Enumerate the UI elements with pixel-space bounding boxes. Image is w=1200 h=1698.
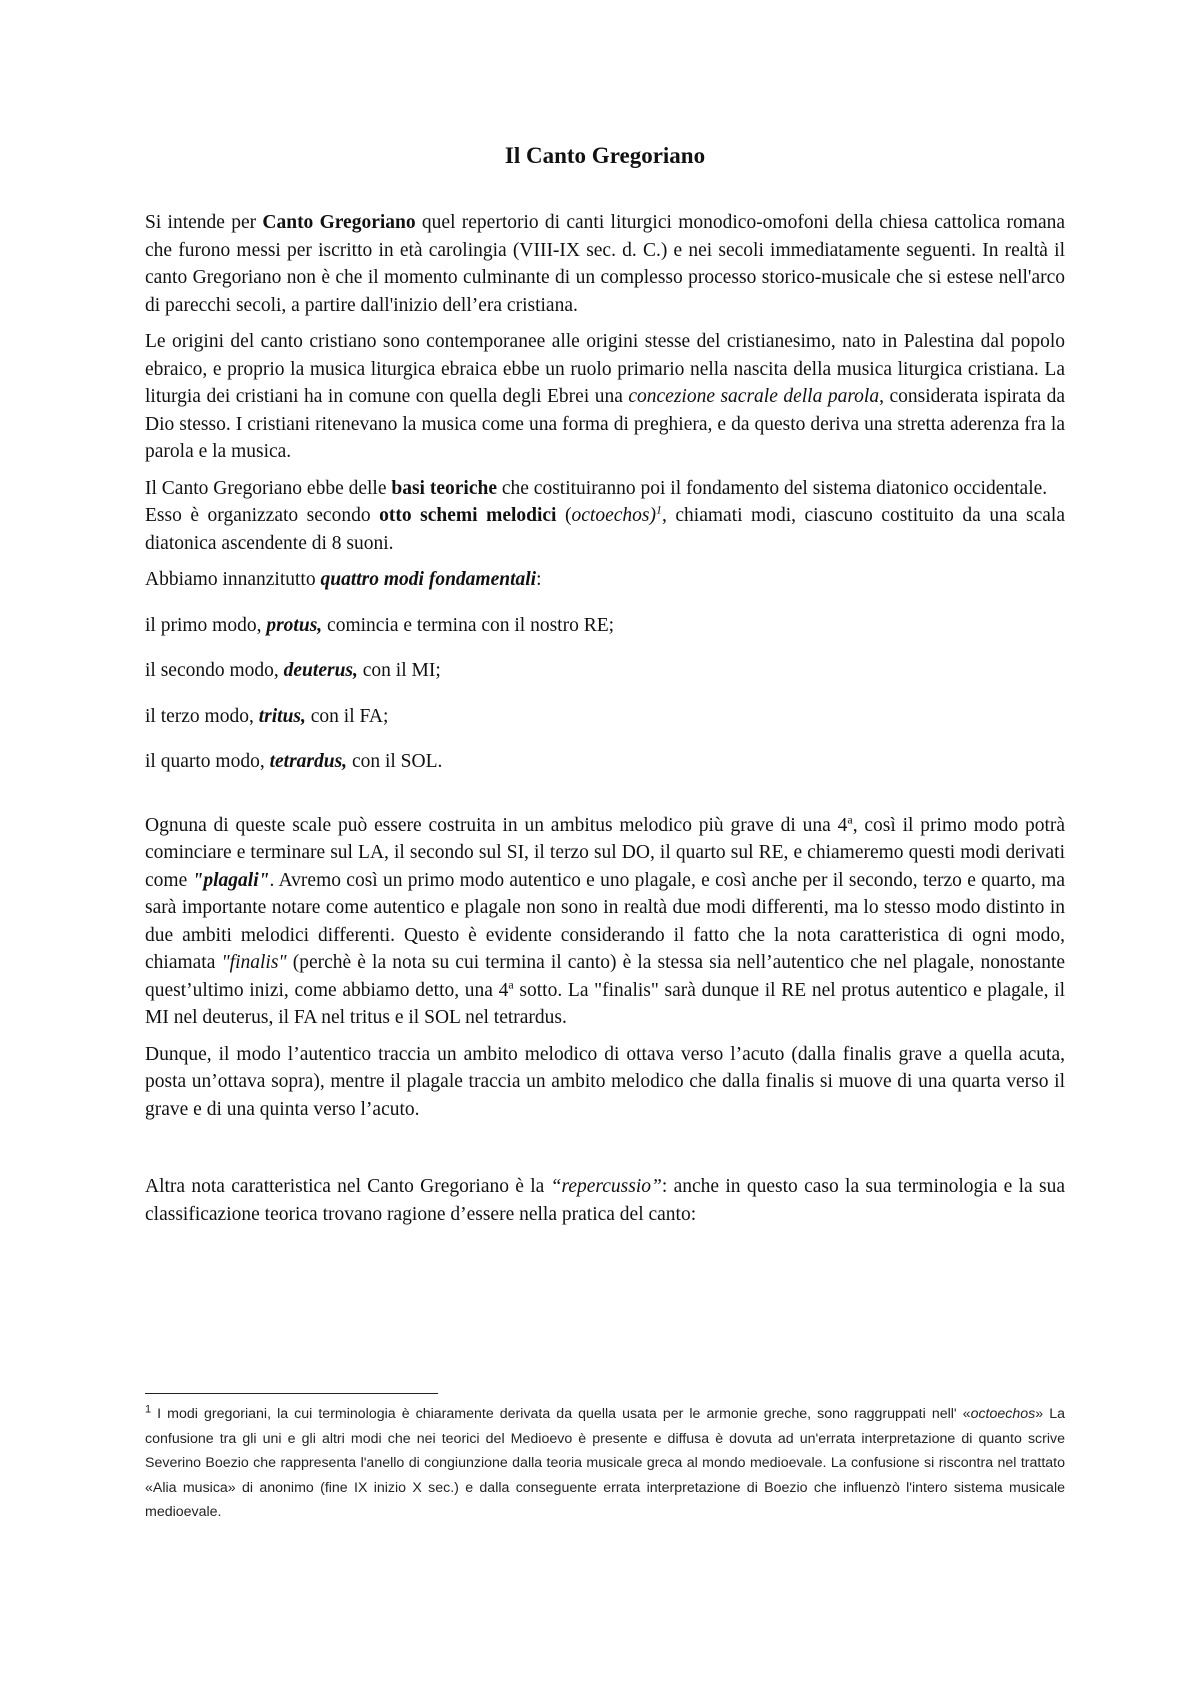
term-concezione-sacrale: concezione sacrale della parola (628, 386, 880, 407)
paragraph-theory: Il Canto Gregoriano ebbe delle basi teoriche che costituiranno poi il fondamento del sistema diatonico occidentale. (145, 477, 1048, 499)
term-repercussio: “repercussio” (550, 1176, 662, 1197)
mode-item: il quarto modo, tetrardus, con il SOL. (145, 751, 443, 772)
mode-name: protus, (266, 614, 323, 636)
paragraph-origins: Le origini del canto cristiano sono contemporanee alle origini stesse del cristianesimo, nato in Palestina dal popolo ebraico, e proprio la musica liturgica ebraica ebbe un ruolo primario nella nascita della musica liturgica cristiana. La liturgia dei cristiani ha in comune con quella degli Ebrei una concezione sacrale della parola, considerata ispirata da Dio stesso. I cristiani ritenevano la musica come una forma di preghiera, e da questo deriva una stretta aderenza fra la parola e la musica. (145, 331, 1066, 462)
mode-item: il secondo modo, deuterus, con il MI; (145, 660, 441, 681)
term-octoechos: octoechos) (571, 505, 656, 526)
footnote: $^1$ I modi gregoriani, la cui terminologia è chiaramente derivata da quella usata per le armonie greche, sono raggruppati nell' «octoechos» La confusione tra gli uni e gli altri modi che nei teorici del Medioevo è presente e diffusa è dovuta ad un'errata interpretazione di quanto scrive Severino Boezio che rappresenta l'anello di congiunzione dalla teoria musicale greca al mondo medioevale. La confusione si riscontra nel trattato «Alia musica» di anonimo (fine IX inizio X sec.) e dalla conseguente errata interpretazione di Boezio che influenzò l'intero sistema musicale medioevale. (145, 1403, 1065, 1520)
footnote-term-octoechos: octoechos (970, 1406, 1036, 1422)
mode-name: tetrardus, (269, 751, 348, 772)
footnote-number: 1 (145, 1403, 152, 1416)
mode-item: il primo modo, protus, comincia e termina con il nostro RE; (145, 614, 615, 636)
term-otto-schemi: otto schemi melodici (379, 505, 557, 526)
paragraph-ambito: Dunque, il modo l’autentico traccia un ambito melodico di ottava verso l’acuto (dalla finalis grave a quella acuta, posta un’ottava sopra), mentre il plagale traccia un ambito melodico che dalla finalis si muove di una quarta verso il grave e di una quinta verso l’acuto. (145, 1043, 1065, 1120)
mode-name: tritus, (258, 705, 306, 727)
term-canto-gregoriano: Canto Gregoriano (262, 212, 416, 233)
footnote-divider (145, 1393, 438, 1394)
body-text (145, 209, 1065, 1237)
term-plagali: "plagali" (192, 869, 270, 891)
page-title: Il Canto Gregoriano (504, 143, 706, 168)
term-finalis: "finalis" (221, 952, 287, 973)
paragraph-octoechos: Esso è organizzato secondo otto schemi melodici (octoechos)$^1$, chiamati modi, ciascuno costituito da una scala diatonica ascendente di 8 suoni. (145, 502, 1066, 554)
paragraph-modes-intro: Abbiamo innanzitutto quattro modi fondamentali: (145, 569, 542, 590)
mode-name: deuterus, (283, 660, 358, 681)
paragraph-repercussio: Altra nota caratteristica nel Canto Gregoriano è la “repercussio”: anche in questo caso la sua terminologia e la sua classificazione teorica trovano ragione d’essere nella pratica del canto: (145, 1176, 1065, 1225)
paragraph-intro: Si intende per Canto Gregoriano quel repertorio di canti liturgici monodico-omofoni della chiesa cattolica romana che furono messi per iscritto in età carolingia (VIII-IX sec. d. C.) e nei secoli immediatamente seguenti. In realtà il canto Gregoriano non è che il momento culminante di un complesso processo storico-musicale che si estese nell'arco di parecchi secoli, a partire dall'inizio dell’era cristiana. (145, 212, 1065, 316)
mode-item: il terzo modo, tritus, con il FA; (145, 705, 389, 727)
paragraph-plagali: Ognuna di queste scale può essere costruita in un ambitus melodico più grave di una 4$^a$, così il primo modo potrà cominciare e terminare sul LA, il secondo sul SI, il terzo sul DO, il quarto sul RE, e chiameremo questi modi derivati come "plagali". Avremo così un primo modo autentico e uno plagale, e così anche per il secondo, terzo e quarto, ma sarà importante notare come autentico e plagale non sono in realtà due modi differenti, ma lo stesso modo distinto in due ambiti melodici differenti. Questo è evidente considerando il fatto che la nota caratteristica di ogni modo, chiamata "finalis" (perchè è la nota su cui termina il canto) è la stessa sia nell’autentico che nel plagale, nonostante quest’ultimo inizi, come abbiamo detto, una 4$^a$ sotto. La "finalis" sarà dunque il RE nel protus autentico e plagale, il MI nel deuterus, il FA nel tritus e il SOL nel tetrardus. (145, 812, 1066, 1028)
footnote-ref[interactable]: 1 (655, 502, 662, 517)
term-quattro-modi: quattro modi fondamentali (320, 569, 537, 590)
term-basi-teoriche: basi teoriche (391, 477, 497, 499)
